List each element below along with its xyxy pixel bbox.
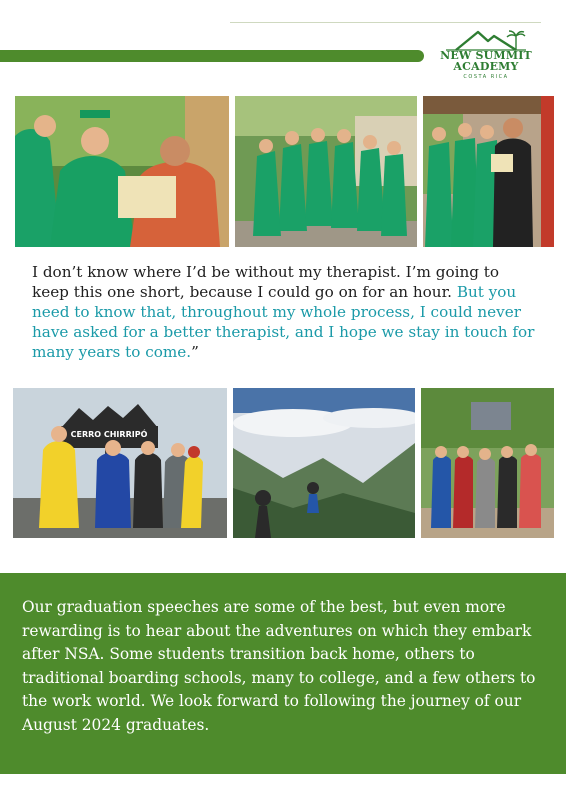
graduates-group-photo — [235, 96, 417, 247]
logo-text-line3: COSTA RICA — [463, 74, 509, 80]
new-summit-academy-logo — [436, 28, 536, 86]
quote-text-highlight: But you need to know that, throughout my whole process, I could never have asked for a better therapist, and I hope we stay in touch for many years to come. — [32, 283, 535, 361]
mountain-valley-view-photo — [233, 388, 415, 538]
quote-text-part1: I don’t know where I’d be without my therapist. I’m going to keep this one short, because I could go on for an hour. — [32, 263, 500, 301]
top-divider-line — [230, 22, 541, 23]
logo-text-line2: ACADEMY — [453, 60, 519, 73]
summit-sign-text: CERRO CHIRRIPÓ — [70, 430, 148, 439]
quote-closing-mark: ” — [191, 343, 199, 361]
cerro-chirripo-summit-photo — [13, 388, 227, 538]
graduate-with-therapist-photo — [15, 96, 229, 247]
hiking-group-photo — [421, 388, 554, 538]
closing-message-text: Our graduation speeches are some of the best, but even more rewarding is to hear about the adventures on which they embark after NSA. Some students transition back home, others to traditional boarding schools, many to college, and a few others to the work world. We look forward to following the journey of our August 2024 graduates. — [22, 598, 536, 734]
graduates-with-staff-photo — [423, 96, 554, 247]
logo-text-line1: NEW SUMMIT — [440, 49, 532, 62]
header-accent-bar — [0, 50, 424, 62]
therapist-quote — [32, 262, 538, 362]
